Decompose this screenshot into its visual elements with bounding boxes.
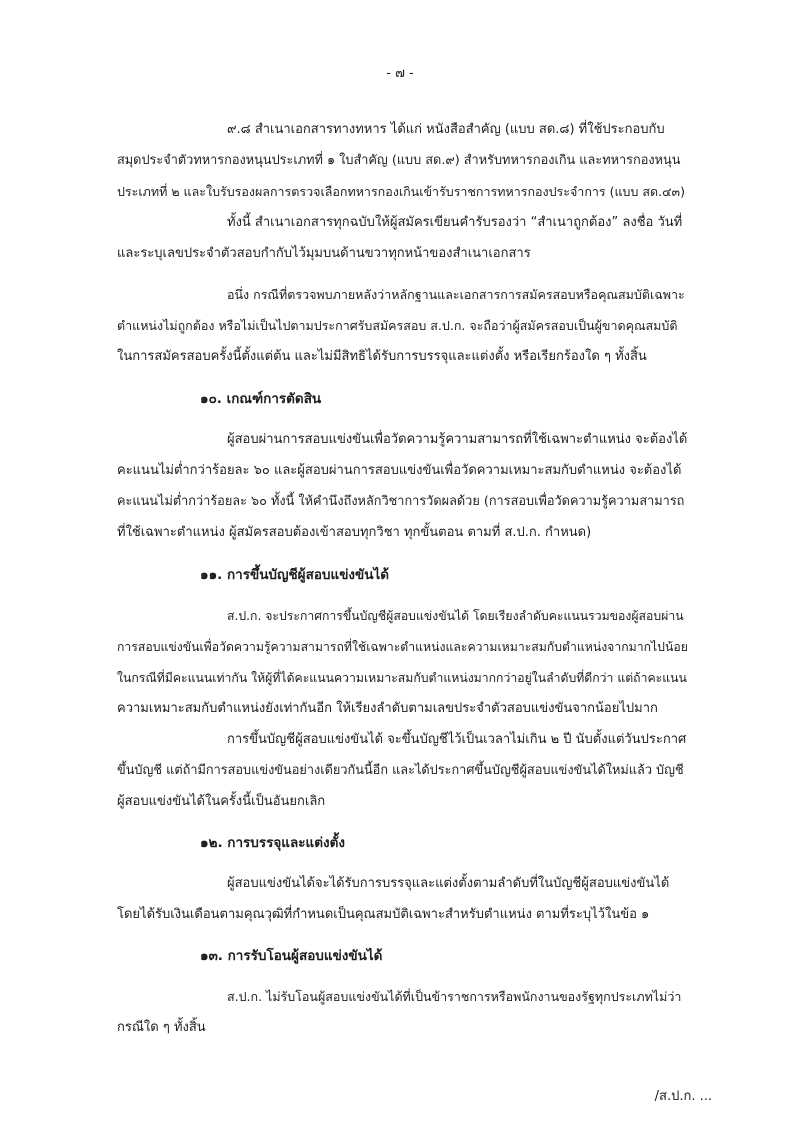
paragraph-line: และระบุเลขประจำตัวสอบกำกับไว้มุมบนด้านขวาทุกหน้าของสำเนาเอกสาร [117, 246, 531, 261]
section-heading: ๑๑. การขึ้นบัญชีผู้สอบแข่งขันได้ [200, 567, 390, 583]
paragraph-line: ส.ป.ก. จะประกาศการขึ้นบัญชีผู้สอบแข่งขันได้ โดยเรียงลำดับคะแนนรวมของผู้สอบผ่าน [227, 609, 684, 623]
paragraph-line: คะแนนไม่ต่ำกว่าร้อยละ ๖๐ ทั้งนี้ ให้คำนึงถึงหลักวิชาการวัดผลด้วย (การสอบเพื่อวัดความรู้ความสามารถ [117, 494, 685, 509]
paragraph-line: ตำแหน่งไม่ถูกต้อง หรือไม่เป็นไปตามประกาศรับสมัครสอบ ส.ป.ก. จะถือว่าผู้สมัครสอบเป็นผู้ขาดคุณสมบัติ [117, 318, 678, 333]
paragraph-line: ในกรณีที่มีคะแนนเท่ากัน ให้ผู้ที่ได้คะแนนความเหมาะสมกับตำแหน่งมากกว่าอยู่ในลำดับที่ดีกว่า แต่ถ้าคะแนน [117, 671, 687, 685]
paragraph-line: คะแนนไม่ต่ำกว่าร้อยละ ๖๐ และผู้สอบผ่านการสอบแข่งขันเพื่อวัดความเหมาะสมกับตำแหน่ง จะต้องได้ [117, 463, 682, 478]
paragraph-line: กรณีใด ๆ ทั้งสิ้น [117, 1020, 206, 1035]
section-heading: ๑๓. การรับโอนผู้สอบแข่งขันได้ [200, 948, 383, 964]
paragraph-line: ๙.๘ สำเนาเอกสารทางทหาร ได้แก่ หนังสือสำคัญ (แบบ สด.๘) ที่ใช้ประกอบกับ [227, 122, 665, 137]
paragraph-line: ขึ้นบัญชี แต่ถ้ามีการสอบแข่งขันอย่างเดียวกันนี้อีก และได้ประกาศขึ้นบัญชีผู้สอบแข่งขันได้ใหม่แล้ว บัญชี [117, 763, 684, 778]
paragraph-line: การขึ้นบัญชีผู้สอบแข่งขันได้ จะขึ้นบัญชีไว้เป็นเวลาไม่เกิน ๒ ปี นับตั้งแต่วันประกาศ [227, 732, 687, 747]
paragraph-line: ผู้สอบแข่งขันได้จะได้รับการบรรจุและแต่งตั้งตามลำดับที่ในบัญชีผู้สอบแข่งขันได้ [227, 876, 670, 891]
paragraph-line: โดยได้รับเงินเดือนตามคุณวุฒิที่กำหนดเป็นคุณสมบัติเฉพาะสำหรับตำแหน่ง ตามที่ระบุไว้ในข้อ ๑ [117, 907, 650, 922]
paragraph-line: ผู้สอบแข่งขันได้ในครั้งนี้เป็นอันยกเลิก [117, 794, 326, 809]
paragraph-line: ประเภทที่ ๒ และใบรับรองผลการตรวจเลือกทหารกองเกินเข้ารับราชการทหารกองประจำการ (แบบ สด.๔๓) [117, 184, 685, 199]
paragraph-line: ทั้งนี้ สำเนาเอกสารทุกฉบับให้ผู้สมัครเขียนคำรับรองว่า “สำเนาถูกต้อง” ลงชื่อ วันที่ [227, 215, 683, 230]
paragraph-line: สมุดประจำตัวทหารกองหนุนประเภทที่ ๑ ใบสำคัญ (แบบ สด.๙) สำหรับทหารกองเกิน และทหารกองหนุน [117, 153, 681, 168]
paragraph-line: ผู้สอบผ่านการสอบแข่งขันเพื่อวัดความรู้ความสามารถที่ใช้เฉพาะตำแหน่ง จะต้องได้ [227, 432, 688, 447]
paragraph-line: ความเหมาะสมกับตำแหน่งยังเท่ากันอีก ให้เรียงลำดับตามเลขประจำตัวสอบแข่งขันจากน้อยไปมาก [117, 701, 658, 716]
paragraph-line: ที่ใช้เฉพาะตำแหน่ง ผู้สมัครสอบต้องเข้าสอบทุกวิชา ทุกขั้นตอน ตามที่ ส.ป.ก. กำหนด) [117, 525, 592, 540]
continuation-marker: /ส.ป.ก. ... [654, 1089, 712, 1104]
page-number: - ๗ - [386, 66, 414, 81]
paragraph-line: อนึ่ง กรณีที่ตรวจพบภายหลังว่าหลักฐานและเอกสารการสมัครสอบหรือคุณสมบัติเฉพาะ [227, 287, 685, 302]
paragraph-line: ในการสมัครสอบครั้งนี้ตั้งแต่ต้น และไม่มีสิทธิได้รับการบรรจุและแต่งตั้ง หรือเรียกร้องใด ๆ ทั้งสิ้น [117, 349, 647, 364]
paragraph-line: การสอบแข่งขันเพื่อวัดความรู้ความสามารถที่ใช้เฉพาะตำแหน่งและความเหมาะสมกับตำแหน่งจากมากไปน้อย [117, 640, 688, 654]
section-heading: ๑๐. เกณฑ์การตัดสิน [200, 391, 322, 407]
paragraph-line: ส.ป.ก. ไม่รับโอนผู้สอบแข่งขันได้ที่เป็นข้าราชการหรือพนักงานของรัฐทุกประเภทไม่ว่า [227, 989, 682, 1004]
section-heading: ๑๒. การบรรจุและแต่งตั้ง [200, 835, 345, 851]
